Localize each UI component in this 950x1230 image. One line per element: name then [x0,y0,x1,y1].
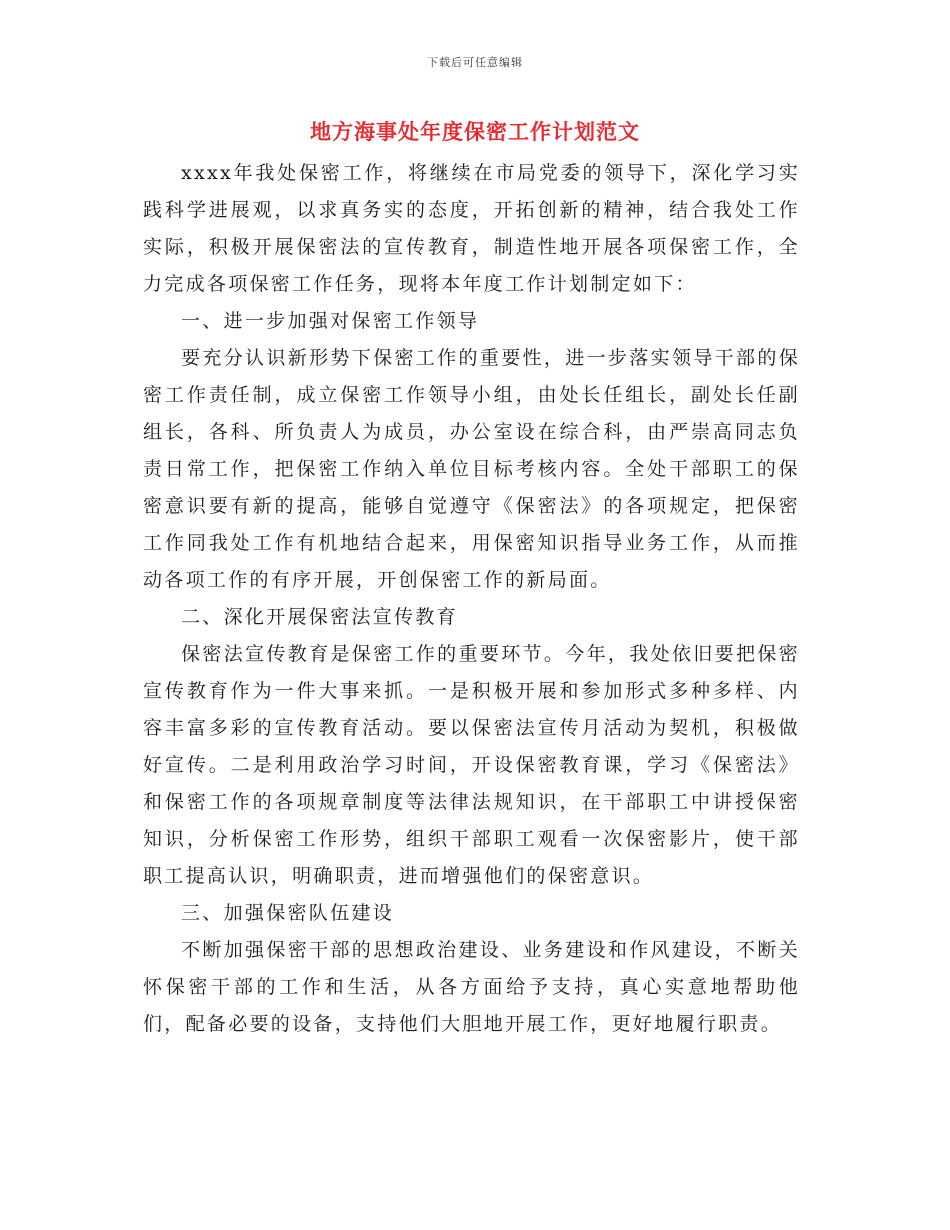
section-paragraph-3: 不断加强保密干部的思想政治建设、业务建设和作风建设，不断关怀保密干部的工作和生活，从各方面给予支持，真心实意地帮助他们，配备必要的设备，支持他们大胆地开展工作，更好地履行职责。 [143,939,800,1035]
intro-paragraph: xxxx年我处保密工作，将继续在市局党委的领导下，深化学习实践科学进展观，以求真务实的态度，开拓创新的精神，结合我处工作实际，积极开展保密法的宣传教育，制造性地开展各项保密工作，全力完成各项保密工作任务，现将本年度工作计划制定如下： [143,162,800,295]
document-title: 地方海事处年度保密工作计划范文 [310,119,640,144]
section-heading-2: 二、深化开展保密法宣传教育 [181,606,458,628]
header-note: 下载后可任意编辑 [427,56,523,69]
section-heading-1: 一、进一步加强对保密工作领导 [181,310,480,332]
section-paragraph-1: 要充分认识新形势下保密工作的重要性，进一步落实领导干部的保密工作责任制，成立保密工作领导小组，由处长任组长，副处长任副组长，各科、所负责人为成员，办公室设在综合科，由严崇高同志负责日常工作，把保密工作纳入单位目标考核内容。全处干部职工的保密意识要有新的提高，能够自觉遵守《保密法》的各项规定，把保密工作同我处工作有机地结合起来，用保密知识指导业务工作，从而推动各项工作的有序开展，开创保密工作的新局面。 [143,347,800,591]
section-paragraph-2: 保密法宣传教育是保密工作的重要环节。今年，我处依旧要把保密宣传教育作为一件大事来抓。一是积极开展和参加形式多种多样、内容丰富多彩的宣传教育活动。要以保密法宣传月活动为契机，积极做好宣传。二是利用政治学习时间，开设保密教育课，学习《保密法》和保密工作的各项规章制度等法律法规知识，在干部职工中讲授保密知识，分析保密工作形势，组织干部职工观看一次保密影片，使干部职工提高认识，明确职责，进而增强他们的保密意识。 [143,643,800,887]
document-body [143,155,800,1043]
section-heading-3: 三、加强保密队伍建设 [181,902,395,924]
